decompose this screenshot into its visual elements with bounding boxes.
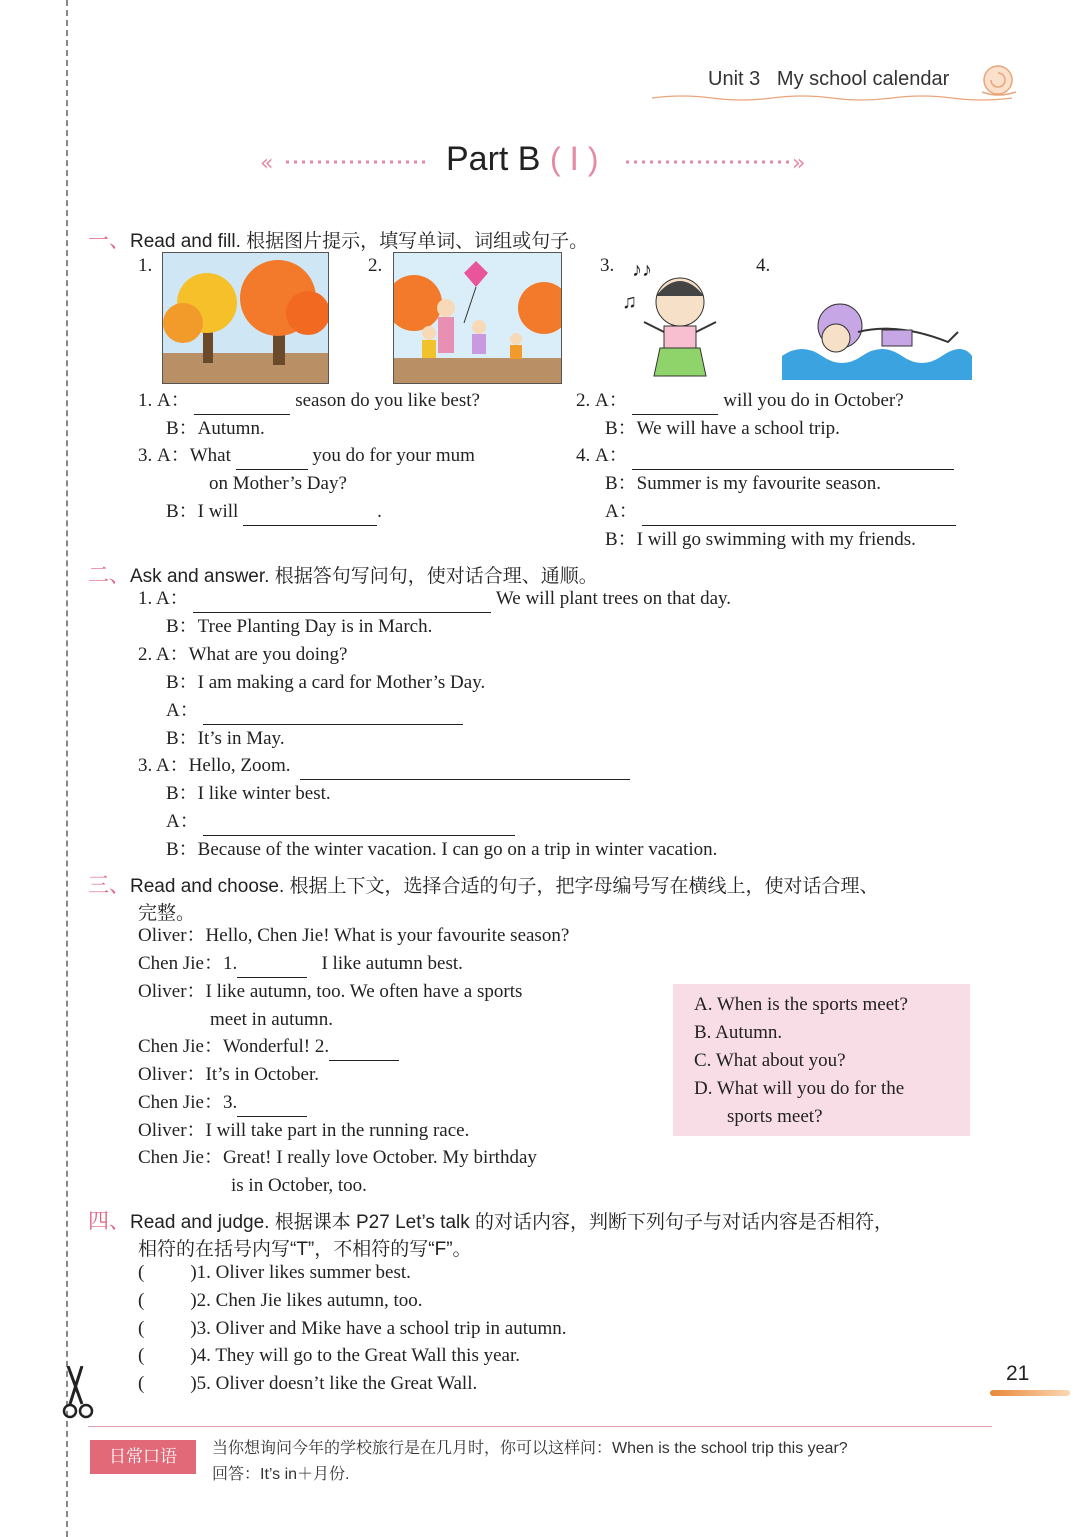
paren-open: ( (138, 1262, 145, 1283)
option-a: A. When is the sports meet? (694, 994, 908, 1015)
s2-line-1-label: 1. A： (138, 588, 189, 609)
answer-blank[interactable] (194, 394, 290, 415)
s3-dialog-7: Oliver：I will take part in the running race. (138, 1120, 470, 1141)
svg-text:»: » (792, 151, 806, 174)
s3-dialog-8-cont: is in October, too. (231, 1175, 367, 1196)
paren-open: ( (138, 1290, 145, 1311)
unit-label: Unit 3 (708, 68, 761, 90)
answer-blank[interactable] (243, 505, 377, 526)
picture-3-number: 3. (600, 255, 615, 276)
answer-blank[interactable] (203, 704, 463, 725)
section-4-title-cont: 相符的在括号内写“T”，不相符的写“F”。 (138, 1239, 472, 1260)
s3-dialog-2-rest: I like autumn best. (321, 953, 463, 974)
section-4-title: Read and judge. 根据课本 P27 Let’s talk 的对话内容，判断下列句子与对话内容是否相符， (130, 1212, 894, 1233)
s2-line-1 (138, 585, 731, 613)
s2-line-10: B：Because of the winter vacation. I can go on a trip in winter vacation. (166, 839, 718, 860)
judge-item-text: 1. Oliver likes summer best. (196, 1262, 411, 1283)
s2-line-5 (166, 697, 463, 725)
s1-q1 (138, 387, 480, 415)
answer-blank[interactable] (632, 394, 718, 415)
section-2-title: Ask and answer. 根据答句写问句，使对话合理、通顺。 (130, 566, 598, 587)
paren-open: ( (138, 1373, 145, 1394)
s1-q1-b: B：Autumn. (166, 418, 265, 439)
paren-close: ) (190, 1262, 197, 1283)
s3-dialog-3-cont: meet in autumn. (210, 1009, 333, 1030)
options-box (673, 984, 970, 1136)
s2-line-1-after: We will plant trees on that day. (495, 588, 732, 609)
s1-q3-cont: on Mother’s Day? (209, 473, 347, 494)
judge-item-text: 3. Oliver and Mike have a school trip in autumn. (196, 1318, 567, 1339)
unit-title: My school calendar (776, 68, 950, 90)
footer-text (212, 1436, 848, 1488)
s3-dialog-8: Chen Jie：Great! I really love October. My birthday (138, 1147, 537, 1168)
picture-2-family-kite (393, 252, 562, 384)
option-d: D. What will you do for the (694, 1078, 905, 1099)
judge-item-text: 2. Chen Jie likes autumn, too. (196, 1290, 423, 1311)
s1-q1-rest: season do you like best? (295, 390, 480, 411)
s1-q4-b: B：Summer is my favourite season. (605, 473, 881, 494)
s3-dialog-2 (138, 950, 463, 978)
paren-open: ( (138, 1345, 145, 1366)
s1-q2-number: 2. (576, 390, 591, 411)
paren-close: ) (190, 1345, 197, 1366)
judge-item-3 (138, 1315, 567, 1343)
music-note-icon: ♪♪ (632, 259, 652, 281)
section-3-title: Read and choose. 根据上下文，选择合适的句子，把字母编号写在横线上，使对话合理、 (130, 876, 879, 897)
answer-blank[interactable] (237, 1096, 307, 1117)
section-1-number: 一、 (88, 229, 130, 252)
option-b: B. Autumn. (694, 1022, 783, 1043)
s1-q2-b: B：We will have a school trip. (605, 418, 840, 439)
s3-dialog-5: Oliver：It’s in October. (138, 1064, 319, 1085)
picture-4-swimming-boy (778, 286, 974, 386)
part-label: Part B (446, 140, 541, 178)
paren-close: ) (190, 1290, 197, 1311)
svg-text:«: « (260, 151, 274, 174)
s1-q4-a: A： (595, 445, 628, 466)
s1-q3-a: A：What (157, 445, 231, 466)
s1-q2-a: A： (595, 390, 628, 411)
judge-item-text: 5. Oliver doesn’t like the Great Wall. (196, 1373, 478, 1394)
section-4-heading (88, 1205, 893, 1235)
s2-line-4: B：I am making a card for Mother’s Day. (166, 672, 486, 693)
answer-blank[interactable] (203, 815, 515, 836)
s3-dialog-6-label: Chen Jie：3. (138, 1092, 238, 1113)
section-1-title: Read and fill. 根据图片提示，填写单词、词组或句子。 (130, 231, 589, 252)
s1-q3-b-text: B：I will (166, 501, 239, 522)
s2-line-6: B：It’s in May. (166, 728, 285, 749)
answer-blank[interactable] (193, 592, 491, 613)
page-number-bar (990, 1390, 1070, 1396)
s3-dialog-1: Oliver：Hello, Chen Jie! What is your favourite season? (138, 925, 570, 946)
s1-q2 (576, 387, 904, 415)
s1-q4-a2 (605, 498, 956, 526)
s3-dialog-4-label: Chen Jie：Wonderful! 2. (138, 1036, 330, 1057)
option-d-cont: sports meet? (727, 1106, 823, 1127)
s3-dialog-2-label: Chen Jie：1. (138, 953, 238, 974)
s1-q4-b2: B：I will go swimming with my friends. (605, 529, 916, 550)
s1-q3-rest: you do for your mum (312, 445, 475, 466)
answer-blank[interactable] (329, 1040, 399, 1061)
s1-q3-end: . (377, 501, 382, 522)
s1-q1-a: A： (157, 390, 190, 411)
picture-4-number: 4. (756, 255, 771, 276)
s2-line-9-label: A： (166, 811, 199, 832)
right-arrow-decoration (626, 150, 820, 174)
section-3-number: 三、 (88, 874, 130, 897)
judge-item-5 (138, 1370, 477, 1398)
answer-blank[interactable] (632, 449, 954, 470)
svg-text:♫: ♫ (622, 291, 637, 313)
s1-q4-number: 4. (576, 445, 591, 466)
s1-q3-b (166, 498, 382, 526)
footer-tag: 日常口语 (90, 1440, 196, 1474)
answer-blank[interactable] (236, 449, 308, 470)
judge-item-4 (138, 1342, 520, 1370)
picture-1-autumn-trees (162, 252, 329, 384)
unit-header (708, 68, 949, 91)
answer-blank[interactable] (642, 505, 956, 526)
s3-dialog-6 (138, 1089, 307, 1117)
section-4-number: 四、 (88, 1210, 130, 1233)
section-3-heading (88, 869, 879, 899)
answer-blank[interactable] (237, 957, 307, 978)
page-number: 21 (1006, 1362, 1030, 1385)
s1-q4-a2-text: A： (605, 501, 638, 522)
s2-line-5-label: A： (166, 700, 199, 721)
s1-q3 (138, 442, 475, 470)
picture-2-number: 2. (368, 255, 383, 276)
part-title (260, 140, 820, 184)
footer-line-1: 当你想询问今年的学校旅行是在几月时，你可以这样问：When is the school trip this year? (212, 1440, 848, 1457)
option-c: C. What about you? (694, 1050, 846, 1071)
s2-line-2: B：Tree Planting Day is in March. (166, 616, 433, 637)
judge-item-text: 4. They will go to the Great Wall this year. (196, 1345, 520, 1366)
s2-line-7 (138, 752, 630, 780)
section-3-title-cont: 完整。 (138, 903, 196, 924)
footer-line-2: 回答：It’s in＋月份. (212, 1466, 350, 1483)
paren-close: ) (190, 1318, 197, 1339)
s1-q1-number: 1. (138, 390, 153, 411)
answer-blank[interactable] (300, 759, 630, 780)
left-arrow-decoration (260, 150, 430, 174)
paren-close: ) (190, 1373, 197, 1394)
scissors-icon (60, 1366, 102, 1426)
paren-open: ( (138, 1318, 145, 1339)
s1-q4 (576, 442, 954, 470)
footer-divider (88, 1426, 992, 1427)
s2-line-7-label: 3. A：Hello, Zoom. (138, 755, 291, 776)
s3-dialog-3: Oliver：I like autumn, too. We often have a sports (138, 981, 523, 1002)
judge-item-1 (138, 1259, 411, 1287)
judge-item-2 (138, 1287, 423, 1315)
cut-line (66, 0, 68, 1537)
picture-3-singing-girl (620, 256, 730, 386)
s2-line-3: 2. A：What are you doing? (138, 644, 348, 665)
section-2-number: 二、 (88, 564, 130, 587)
part-sub: ( Ⅰ ) (549, 141, 599, 177)
s3-dialog-4 (138, 1033, 399, 1061)
s1-q3-number: 3. (138, 445, 153, 466)
s2-line-8: B：I like winter best. (166, 783, 331, 804)
picture-1-number: 1. (138, 255, 153, 276)
section-1-heading (88, 224, 588, 254)
s1-q2-rest: will you do in October? (723, 390, 904, 411)
header-underline (652, 94, 1012, 102)
s2-line-9 (166, 808, 515, 836)
